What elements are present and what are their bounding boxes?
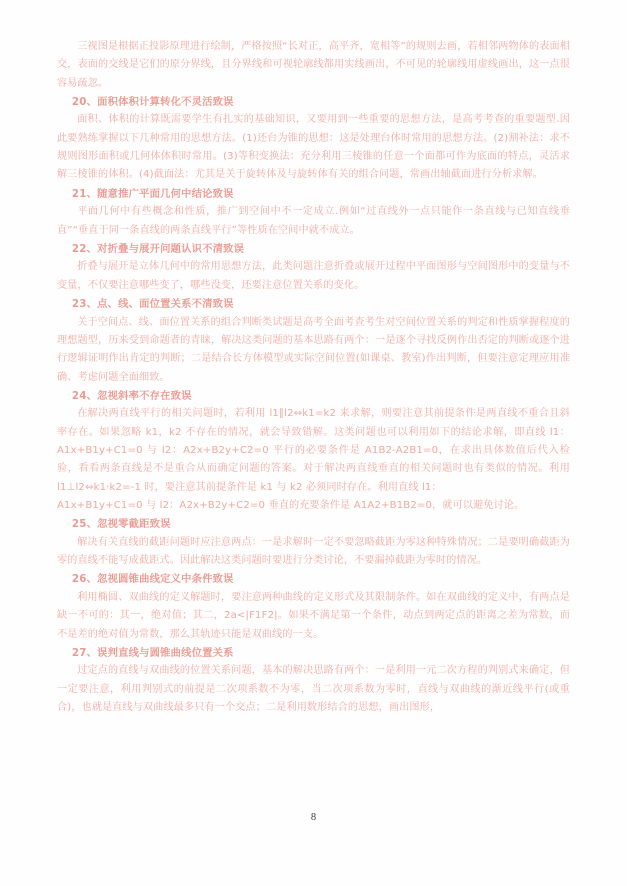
paragraph-27: 过定点的直线与双曲线的位置关系问题，基本的解决思路有两个：一是利用一元二次方程的判别式来确定，但一定要注意，利用判别式的前提是二次项系数不为零，当二次项系数为零时，直线与双曲线的渐近线平行(或重合)，也就是直线与双曲线最多只有一个交点；二是利用数形结合的思想，画出图形，	[57, 665, 570, 714]
paragraph-23: 关于空间点、线、面位置关系的组合判断类试题是高考全面考查考生对空间位置关系的判定和性质掌握程度的理想题型，历来受到命题者的青睐，解决这类问题的基本思路有两个：一是逐个寻找反例作出否定的判断或逐个进行逻辑证明作出肯定的判断；二是结合长方体模型或实际空间位置(如课桌、教室)作出判断，但要注意定理应用准确、考虑问题全面细致。	[57, 316, 570, 383]
heading-23: 23、点、线、面位置关系不清致误	[71, 298, 234, 311]
paragraph-26: 利用椭圆、双曲线的定义解题时，要注意两种曲线的定义形式及其限制条件。如在双曲线的定义中，有两点是缺一不可的：其一，绝对值；其二，2a<|F1F2|。如果不满足第一个条件，动点到两定点的距离之差为常数，而不是差的绝对值为常数，那么其轨迹只能是双曲线的一支。	[57, 591, 570, 640]
heading-25: 25、忽视零截距致误	[71, 518, 171, 531]
paragraph-25: 解决有关直线的截距问题时应注意两点：一是求解时一定不要忽略截距为零这种特殊情况；二是要明确截距为零的直线不能写成截距式。因此解决这类问题时要进行分类讨论，不要漏掉截距为零时的情况。	[57, 536, 570, 567]
heading-24: 24、忽视斜率不存在致误	[71, 389, 192, 402]
heading-20: 20、面积体积计算转化不灵活致误	[71, 95, 234, 108]
heading-26: 26、忽视圆锥曲线定义中条件致误	[71, 573, 234, 586]
paragraph-22: 折叠与展开是立体几何中的常用思想方法，此类问题注意折叠或展开过程中平面图形与空间图形中的变量与不变量，不仅要注意哪些变了，哪些没变，还要注意位置关系的变化。	[57, 261, 570, 291]
heading-22: 22、对折叠与展开问题认识不清致误	[71, 242, 245, 255]
paragraph-24: 在解决两直线平行的相关问题时，若利用 l1∥l2⇔k1=k2 来求解，则要注意其前提条件是两直线不重合且斜率存在。如果忽略 k1，k2 不存在的情况，就会导致错解。这类问题也可以利用如下的结论求解，即直线 l1：A1x+B1y+C1=0 与 l2：A2x+B2y+C2=0 平行的必要条件是 A1B2-A2B1=0，在求出具体数值后代入检验，看看两条直线是不是重合从而确定问题的答案。对于解决两直线垂直的相关问题时也有类似的情况。利用 l1⊥l2⇔k1·k2=-1 时，要注意其前提条件是 k1 与 k2 必须同时存在。利用直线 l1：	[57, 408, 570, 493]
page-number: 8	[310, 812, 317, 823]
heading-21: 21、随意推广平面几何中结论致误	[71, 187, 234, 200]
page-content	[57, 38, 570, 717]
heading-27: 27、误判直线与圆锥曲线位置关系	[71, 646, 234, 659]
paragraph-20: 面积、体积的计算既需要学生有扎实的基础知识，又要用到一些重要的思想方法，是高考考查的重要题型.因此要熟练掌握以下几种常用的思想方法。(1)还台为锥的思想：这是处理台体时常用的思想方法。(2)割补法：求不规则图形面积或几何体体积时常用。(3)等积变换法：充分利用三棱锥的任意一个面都可作为底面的特点，灵活求解三棱锥的体积。(4)截面法：尤其是关于旋转体及与旋转体有关的组合问题，常画出轴截面进行分析求解。	[57, 114, 570, 181]
paragraph-24-continued: A1x+B1y+C1=0 与 l2：A2x+B2y+C2=0 垂直的充要条件是 A1A2+B1B2=0，就可以避免讨论。	[57, 499, 525, 511]
paragraph-21: 平面几何中有些概念和性质，推广到空间中不一定成立.例如“过直线外一点只能作一条直线与已知直线垂直”“垂直于同一条直线的两条直线平行”等性质在空间中就不成立。	[57, 206, 570, 236]
paragraph-intro: 三视图是根据正投影原理进行绘制，严格按照“长对正，高平齐，宽相等”的规则去画，若相邻两物体的表面相交，表面的交线是它们的原分界线，且分界线和可视轮廓线都用实线画出，不可见的轮廓线用虚线画出，这一点很容易疏忽。	[57, 41, 570, 89]
